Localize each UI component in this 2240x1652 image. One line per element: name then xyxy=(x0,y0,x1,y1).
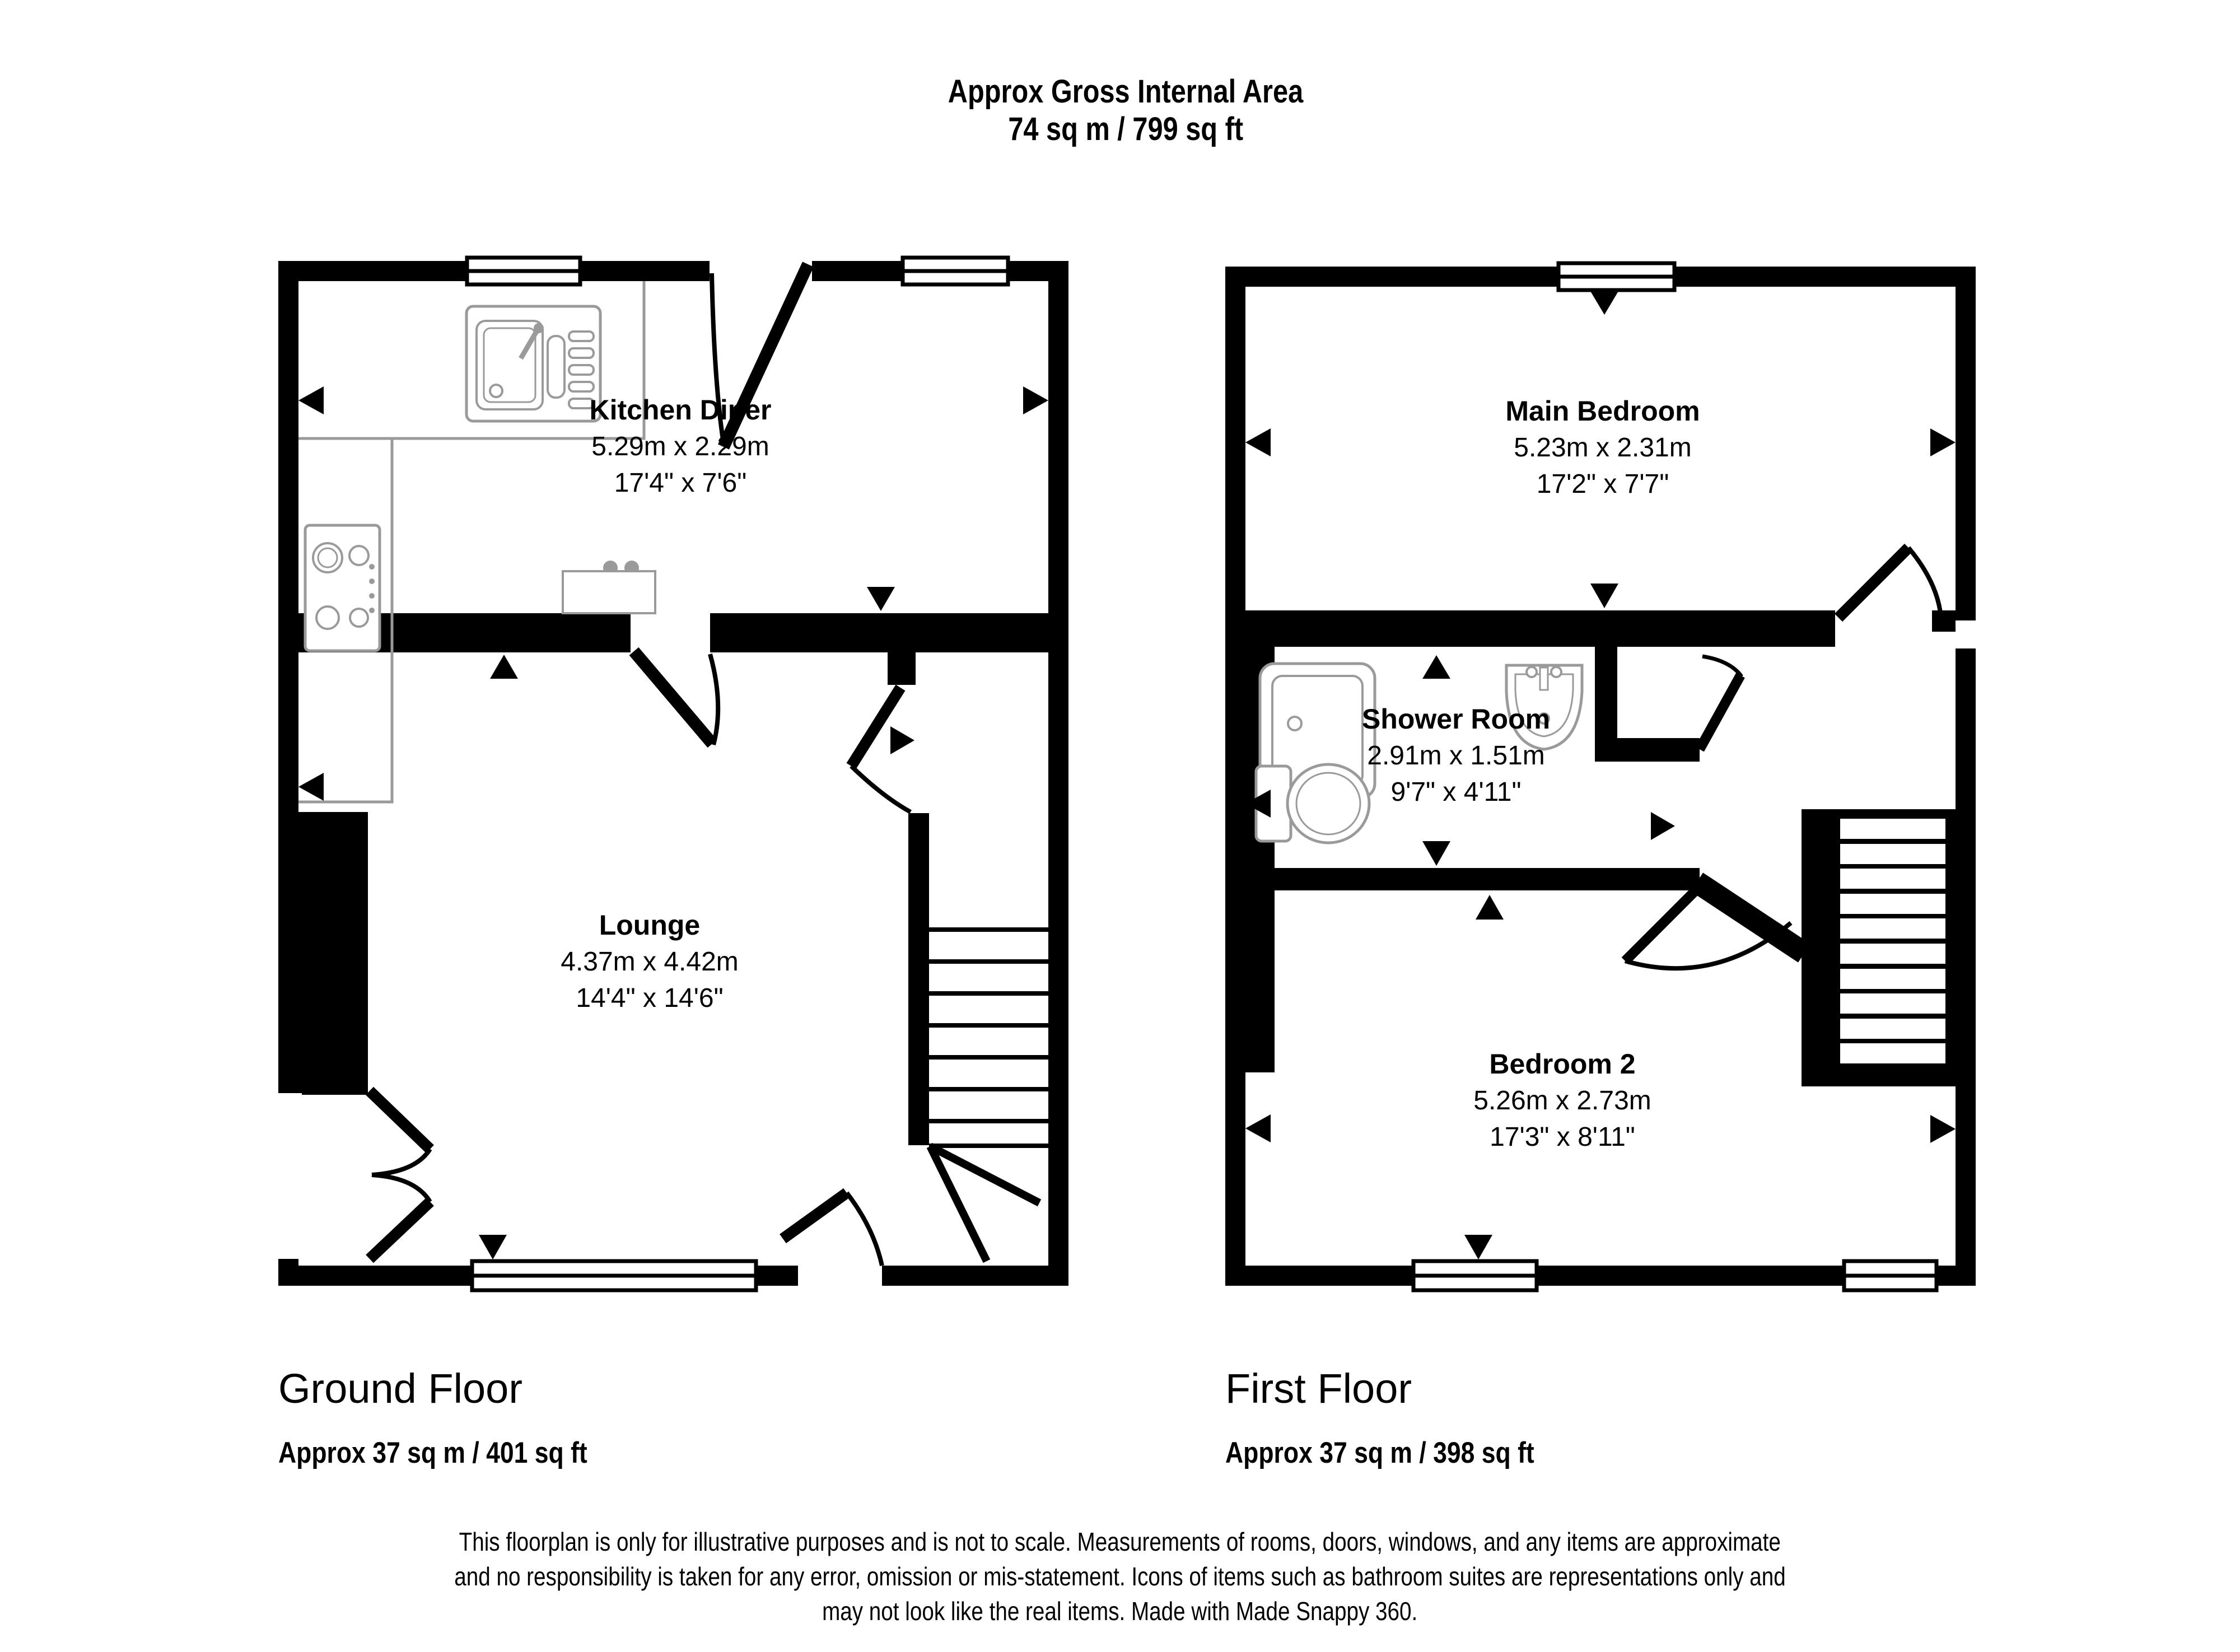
kitchen-lounge-door xyxy=(634,651,718,745)
arrow-down-icon xyxy=(867,587,895,611)
arrow-left-icon xyxy=(1245,428,1271,456)
arrow-down-icon xyxy=(1422,841,1450,866)
arrow-left-icon xyxy=(1245,1114,1271,1142)
hob-icon xyxy=(305,525,380,651)
ground-stairs xyxy=(908,813,1048,1261)
arrow-left-icon xyxy=(298,386,324,414)
main-bedroom-window-icon xyxy=(1558,263,1674,290)
toilet-icon xyxy=(1256,764,1369,843)
kitchen-window-icon xyxy=(467,258,580,284)
ground-dividing-wall xyxy=(278,613,1048,652)
ground-floor-label: Ground Floor xyxy=(278,1365,522,1412)
room-imperial: 14'4" x 14'6" xyxy=(576,983,724,1013)
arrow-down-icon xyxy=(479,1235,507,1259)
room-metric: 2.91m x 1.51m xyxy=(1367,741,1545,771)
room-imperial: 17'2" x 7'7" xyxy=(1536,469,1669,499)
first-stairs xyxy=(1802,809,1956,1086)
lounge-label xyxy=(561,907,738,1016)
shower-room-door xyxy=(1700,656,1742,749)
room-name: Bedroom 2 xyxy=(1489,1048,1636,1080)
arrow-left-icon xyxy=(298,773,324,801)
kitchen-window-2-icon xyxy=(903,258,1008,284)
arrow-right-icon xyxy=(1930,1115,1956,1143)
main-bedroom-label xyxy=(1505,393,1700,502)
room-imperial: 9'7" x 4'11" xyxy=(1390,777,1522,807)
room-name: Shower Room xyxy=(1361,703,1551,735)
room-metric: 5.23m x 2.31m xyxy=(1514,433,1692,463)
arrow-down-icon xyxy=(1590,584,1618,608)
title-line-2: 74 sq m / 799 sq ft xyxy=(1008,111,1243,147)
arrow-right-icon xyxy=(890,726,914,754)
arrow-right-icon xyxy=(1930,428,1956,456)
chimney-breast xyxy=(278,812,368,1095)
arrow-up-icon xyxy=(490,655,518,679)
room-metric: 4.37m x 4.42m xyxy=(561,947,739,977)
room-metric: 5.26m x 2.73m xyxy=(1473,1086,1651,1116)
kitchen-sink-icon xyxy=(466,306,600,421)
stairs-window-icon xyxy=(1844,1261,1936,1290)
title-line-1: Approx Gross Internal Area xyxy=(948,73,1304,110)
room-name: Main Bedroom xyxy=(1505,395,1700,427)
arrow-down-icon xyxy=(1590,291,1618,315)
kitchen-diner-label xyxy=(589,392,771,501)
room-imperial: 17'3" x 8'11" xyxy=(1490,1122,1635,1152)
disclaimer-line-1: This floorplan is only for illustrative purposes and is not to scale. Measurements of rooms, doors, windows, and any items are approximate xyxy=(459,1527,1781,1556)
arrow-down-icon xyxy=(1464,1235,1492,1259)
room-name: Lounge xyxy=(599,909,701,941)
disclaimer xyxy=(328,1524,1912,1628)
shower-room-label xyxy=(1362,701,1550,810)
first-floor-area: Approx 37 sq m / 398 sq ft xyxy=(1225,1436,1534,1469)
stairwell-diagonal-wall xyxy=(1697,882,1804,953)
arrow-up-icon xyxy=(1422,655,1450,679)
lounge-window-icon xyxy=(472,1261,756,1290)
lounge-door xyxy=(851,652,916,812)
first-floor-label: First Floor xyxy=(1225,1365,1412,1412)
disclaimer-line-3: may not look like the real items. Made with Made Snappy 360. xyxy=(822,1597,1418,1626)
arrow-right-icon xyxy=(1023,386,1048,414)
disclaimer-line-2: and no responsibility is taken for any error, omission or mis-statement. Icons of items such as bathroom suites are representations only and xyxy=(454,1562,1786,1591)
room-name: Kitchen Diner xyxy=(589,394,772,426)
room-metric: 5.29m x 2.29m xyxy=(591,432,769,461)
bedroom2-label xyxy=(1473,1046,1651,1155)
room-imperial: 17'4" x 7'6" xyxy=(614,468,747,498)
french-doors xyxy=(275,1091,430,1259)
arrow-up-icon xyxy=(1476,895,1504,920)
page-title xyxy=(914,73,1337,148)
kitchen-appliance-icon xyxy=(563,561,655,613)
bedroom2-window-icon xyxy=(1413,1261,1537,1290)
first-dividing-wall xyxy=(1225,610,1835,647)
ground-floor-area: Approx 37 sq m / 401 sq ft xyxy=(278,1436,587,1469)
arrow-right-icon xyxy=(1651,812,1675,840)
main-bedroom-door xyxy=(1838,548,1976,648)
